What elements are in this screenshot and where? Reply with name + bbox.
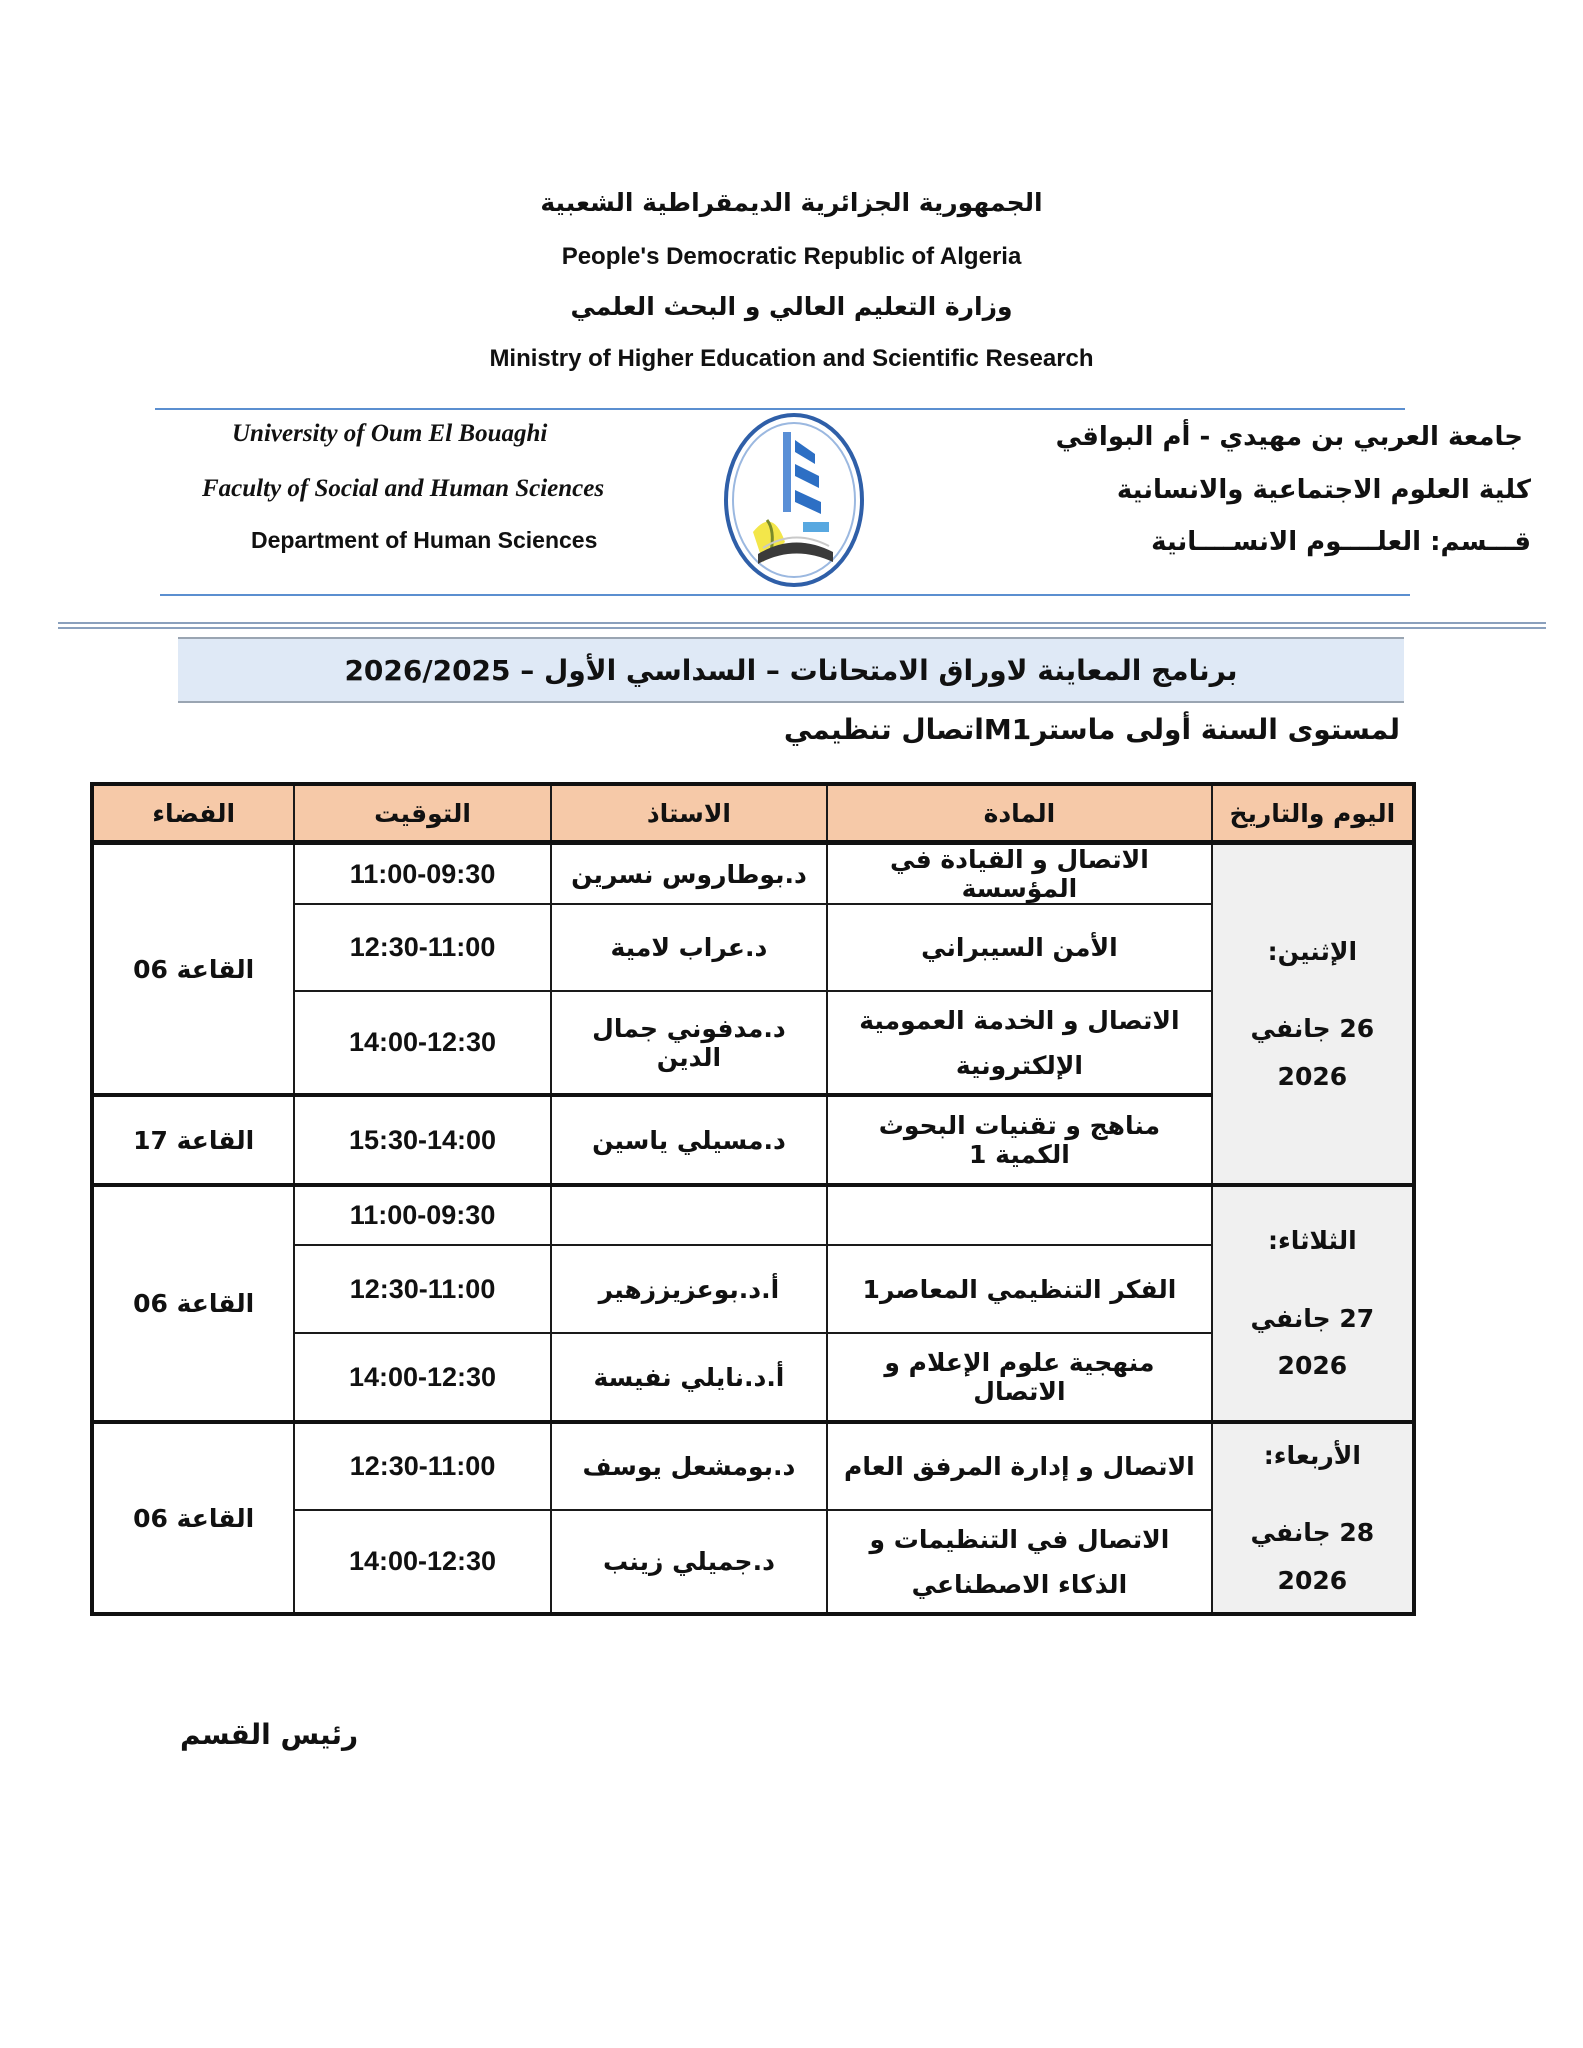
department-name-ar: قـــسم: العلــــوم الانســــانية	[1151, 527, 1531, 557]
teacher-cell: د.جميلي زينب	[551, 1510, 827, 1614]
time-cell: 14:00-12:30	[294, 1510, 550, 1614]
teacher-cell: د.بومشعل يوسف	[551, 1422, 827, 1510]
department-name-en: Department of Human Sciences	[251, 527, 598, 553]
header-rule-top	[155, 408, 1405, 410]
day-name: الثلاثاء:	[1268, 1226, 1357, 1256]
room-cell: القاعة 17	[92, 1095, 294, 1185]
time-cell: 11:00-09:30	[294, 843, 550, 905]
room-cell: القاعة 06	[92, 843, 294, 1096]
header-rule-bottom	[160, 594, 1410, 596]
schedule-banner	[178, 637, 1404, 703]
banner-title: برنامج المعاينة لاوراق الامتحانات – السداسي الأول – 2026/2025	[344, 653, 1238, 687]
header-teacher: الاستاذ	[551, 784, 827, 843]
subject-cell: مناهج و تقنيات البحوث الكمية 1	[827, 1095, 1212, 1185]
day-cell	[1212, 843, 1414, 1186]
header-day: اليوم والتاريخ	[1212, 784, 1414, 843]
table-row	[92, 1422, 1414, 1510]
university-name-en: University of Oum El Bouaghi	[232, 420, 548, 447]
university-name-ar: جامعة العربي بن مهيدي - أم البواقي	[1055, 422, 1523, 452]
page-divider	[58, 622, 1546, 624]
teacher-cell: أ.د.نايلي نفيسة	[551, 1333, 827, 1422]
time-cell: 12:30-11:00	[294, 1245, 550, 1333]
time-cell: 14:00-12:30	[294, 1333, 550, 1422]
header-time: التوقيت	[294, 784, 550, 843]
teacher-cell: د.مسيلي ياسين	[551, 1095, 827, 1185]
teacher-cell: د.عراب لامية	[551, 904, 827, 991]
day-cell	[1212, 1185, 1414, 1422]
room-cell: القاعة 06	[92, 1422, 294, 1614]
day-cell	[1212, 1422, 1414, 1614]
exam-review-schedule-table	[90, 782, 1416, 1616]
department-head-signature-label: رئيس القسم	[180, 1718, 359, 1751]
room-cell: القاعة 06	[92, 1185, 294, 1422]
table-header-row	[92, 784, 1414, 843]
day-name: الإثنين:	[1267, 936, 1358, 966]
teacher-cell	[551, 1185, 827, 1245]
ministry-title-en: Ministry of Higher Education and Scientific Research	[489, 345, 1094, 372]
day-date: 26 جانفي 2026	[1250, 1014, 1375, 1091]
teacher-cell: أ.د.بوعزيززهير	[551, 1245, 827, 1333]
time-cell: 14:00-12:30	[294, 991, 550, 1095]
day-date: 28 جانفي 2026	[1250, 1518, 1375, 1595]
subject-cell: الاتصال و القيادة في المؤسسة	[827, 843, 1212, 905]
level-subtitle: لمستوى السنة أولى ماسترM1اتصال تنظيمي	[783, 713, 1400, 746]
page-divider-2	[58, 627, 1546, 629]
republic-title-en: People's Democratic Republic of Algeria	[561, 243, 1022, 270]
subject-cell: الفكر التنظيمي المعاصر1	[827, 1245, 1212, 1333]
header-subject: المادة	[827, 784, 1212, 843]
subject-cell	[827, 1185, 1212, 1245]
day-name: الأربعاء:	[1263, 1440, 1361, 1470]
ministry-title-ar: وزارة التعليم العالي و البحث العلمي	[570, 292, 1013, 321]
teacher-cell: د.مدفوني جمال الدين	[551, 991, 827, 1095]
table-row	[92, 843, 1414, 905]
subject-cell: منهجية علوم الإعلام و الاتصال	[827, 1333, 1212, 1422]
university-logo	[723, 412, 865, 588]
time-cell: 15:30-14:00	[294, 1095, 550, 1185]
subject-cell: الأمن السيبراني	[827, 904, 1212, 991]
subject-cell: الاتصال و إدارة المرفق العام	[827, 1422, 1212, 1510]
table-row	[92, 1185, 1414, 1245]
faculty-name-en: Faculty of Social and Human Sciences	[202, 475, 605, 502]
subject-cell: الاتصال في التنظيمات و الذكاء الاصطناعي	[827, 1510, 1212, 1614]
time-cell: 11:00-09:30	[294, 1185, 550, 1245]
faculty-name-ar: كلية العلوم الاجتماعية والانسانية	[1116, 475, 1531, 505]
teacher-cell: د.بوطاروس نسرين	[551, 843, 827, 905]
republic-title-ar: الجمهورية الجزائرية الديمقراطية الشعبية	[540, 188, 1043, 217]
time-cell: 12:30-11:00	[294, 1422, 550, 1510]
day-date: 27 جانفي 2026	[1250, 1303, 1375, 1381]
time-cell: 12:30-11:00	[294, 904, 550, 991]
header-room: الفضاء	[92, 784, 294, 843]
subject-cell: الاتصال و الخدمة العمومية الإلكترونية	[827, 991, 1212, 1095]
